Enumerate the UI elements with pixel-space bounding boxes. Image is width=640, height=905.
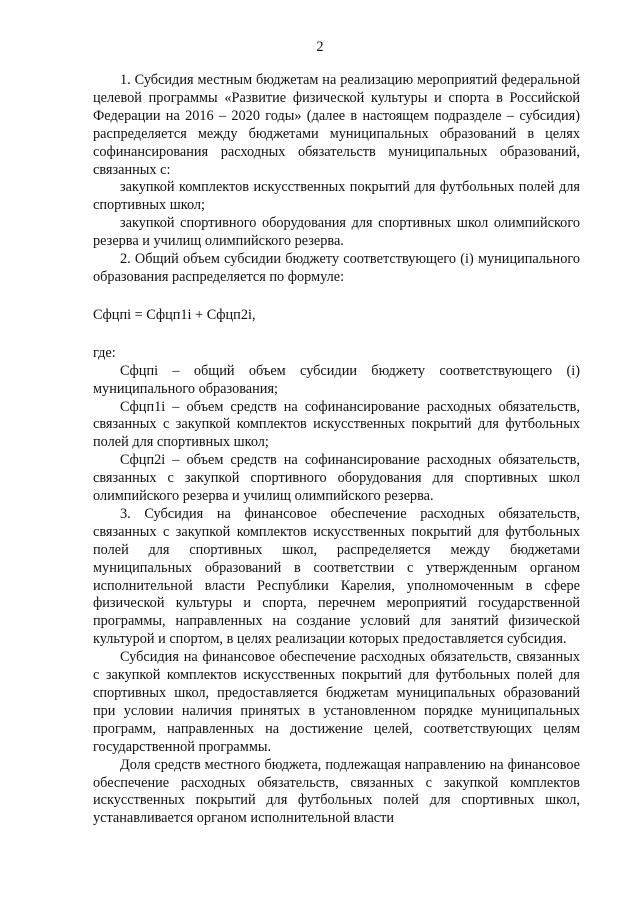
formula: Сфцпi = Сфцп1i + Сфцп2i,: [93, 306, 256, 323]
definition-total: Сфцпi – общий объем субсидии бюджету соответствующего (i) муниципального образования;: [93, 362, 580, 397]
document-body: [93, 72, 580, 828]
paragraph-subsidy-condition: Субсидия на финансовое обеспечение расходных обязательств, связанных с закупкой комплектов искусственных покрытий для футбольных полей для спортивных школ, предоставляется бюджетам муниципальных образований при условии наличия принятых в установленном порядке муниципальных программ, направленных на достижение целей, соответствующих целям государственной программы.: [93, 649, 580, 755]
paragraph-4: 2. Общий объем субсидии бюджету соответствующего (i) муниципального образования распределяется по формуле:: [93, 251, 580, 285]
paragraph-3: закупкой спортивного оборудования для спортивных школ олимпийского резерва и училищ олимпийского резерва.: [93, 215, 580, 250]
definition-part-2: Сфцп2i – объем средств на софинансирование расходных обязательств, связанных с закупкой спортивного оборудования для спортивных школ олимпийского резерва и училищ олимпийского резерва.: [93, 452, 580, 505]
page-number: 2: [316, 39, 324, 55]
paragraph-section-3: 3. Субсидия на финансовое обеспечение расходных обязательств, связанных с закупкой комплектов искусственных покрытий для футбольных полей для спортивных школ, распределяется между бюджетами муниципальных образований в соответствии с утвержденным органом исполнительной власти Республики Карелия, уполномоченным в сфере физической культуры и спорта, перечнем мероприятий государственной программы, направленных на создание условий для занятий физической культурой и спортом, в целях реализации которых предоставляется субсидия.: [93, 505, 580, 648]
where-label: где:: [93, 344, 116, 361]
paragraph-1: 1. Субсидия местным бюджетам на реализацию мероприятий федеральной целевой программы «Развитие физической культуры и спорта в Российской Федерации на 2016 – 2020 годы» (далее в настоящем подразделе – субсидия) распределяется между бюджетами муниципальных образований в целях софинансирования расходных обязательств муниципальных образований, связанных с:: [93, 72, 580, 178]
definition-part-1: Сфцп1i – объем средств на софинансирование расходных обязательств, связанных с закупкой комплектов искусственных покрытий для футбольных полей для спортивных школ;: [93, 398, 580, 451]
paragraph-local-share: Доля средств местного бюджета, подлежащая направлению на финансовое обеспечение расходных обязательств, связанных с закупкой комплектов искусственных покрытий для футбольных полей для спортивных школ, устанавливается органом исполнительной власти: [93, 756, 580, 827]
paragraph-2: закупкой комплектов искусственных покрытий для футбольных полей для спортивных школ;: [93, 179, 580, 214]
